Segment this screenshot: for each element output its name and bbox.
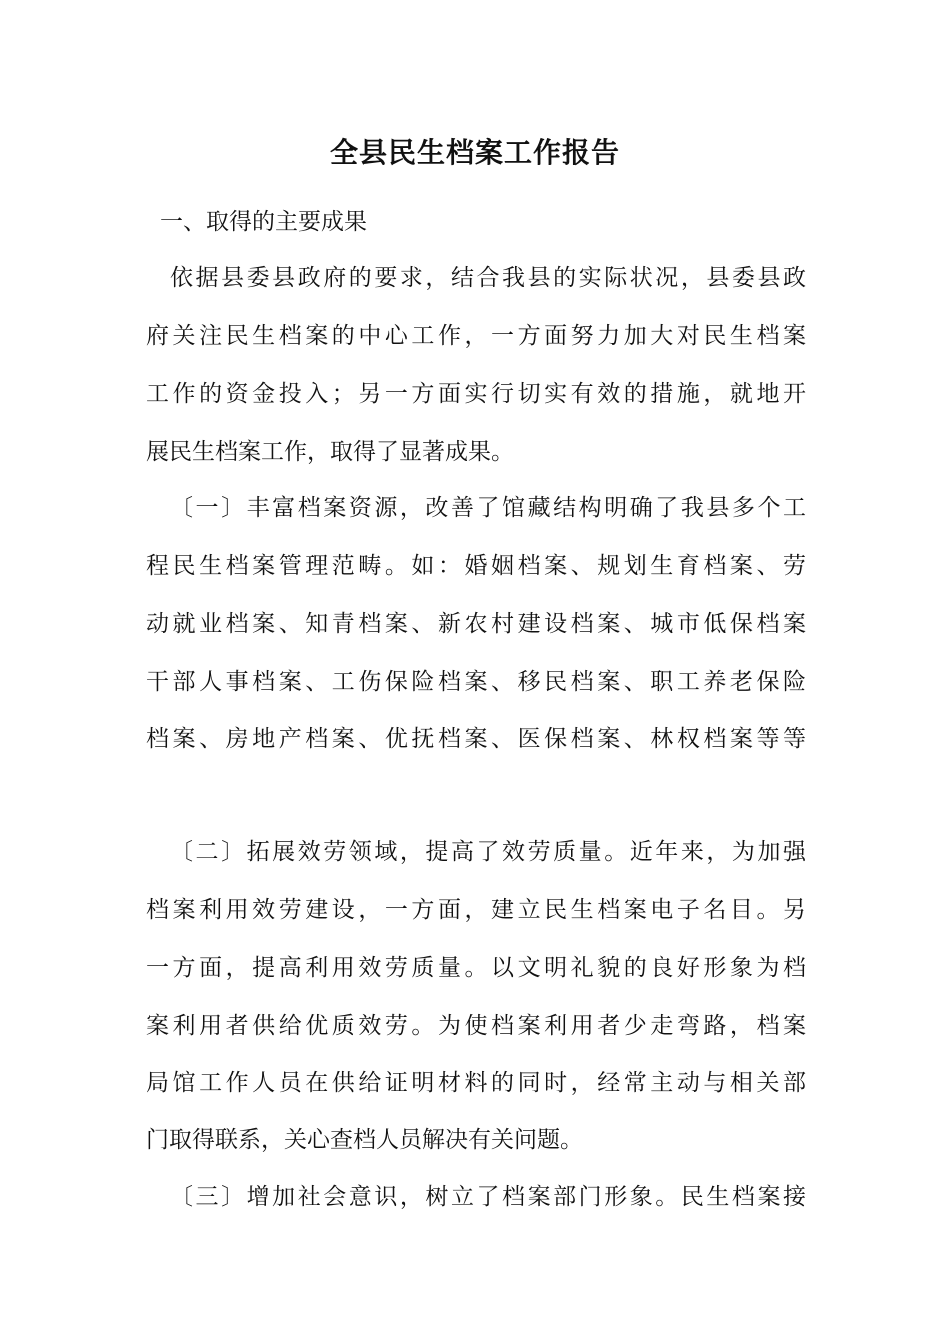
paragraph-line: 〔二〕拓展效劳领域，提高了效劳质量。近年来，为加强: [170, 839, 806, 865]
paragraph-line: 〔一〕丰富档案资源，改善了馆藏结构明确了我县多个工: [170, 495, 806, 521]
paragraph-line: 档案利用效劳建设，一方面，建立民生档案电子名目。另: [146, 897, 806, 923]
paragraph-line: 案利用者供给优质效劳。为使档案利用者少走弯路，档案: [146, 1013, 806, 1039]
paragraph-line: 档案、房地产档案、优抚档案、医保档案、林权档案等等: [146, 726, 806, 752]
paragraph-line: 展民生档案工作，取得了显著成果。: [146, 439, 514, 465]
paragraph-line: 程民生档案管理范畴。如：婚姻档案、规划生育档案、劳: [146, 553, 806, 579]
paragraph-line: 动就业档案、知青档案、新农村建设档案、城市低保档案: [146, 611, 806, 637]
paragraph-line: 工作的资金投入；另一方面实行切实有效的措施，就地开: [146, 381, 806, 407]
paragraph-line: 府关注民生档案的中心工作，一方面努力加大对民生档案: [146, 323, 806, 349]
paragraph-line: 一方面，提高利用效劳质量。以文明礼貌的良好形象为档: [146, 955, 806, 981]
paragraph-line: 〔三〕增加社会意识，树立了档案部门形象。民生档案接: [170, 1184, 806, 1210]
paragraph-line: 局馆工作人员在供给证明材料的同时，经常主动与相关部: [146, 1070, 806, 1096]
paragraph-line: 干部人事档案、工伤保险档案、移民档案、职工养老保险: [146, 669, 806, 695]
paragraph-line: 依据县委县政府的要求，结合我县的实际状况，县委县政: [170, 265, 806, 291]
document-title: 全县民生档案工作报告: [329, 136, 620, 169]
paragraph-line: 门取得联系，关心查档人员解决有关问题。: [146, 1127, 583, 1153]
section-heading: 一、取得的主要成果: [160, 209, 367, 235]
